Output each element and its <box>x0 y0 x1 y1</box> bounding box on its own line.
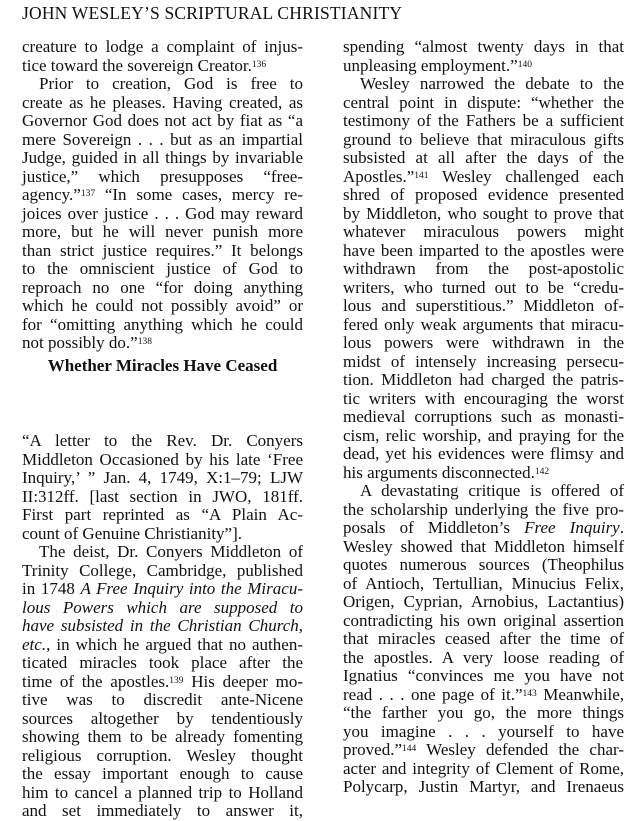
text-line: and set immediately to answer it, <box>22 801 303 820</box>
text-line: Inquiry,’ ” Jan. 4, 1749, X:1–79; LJW <box>22 468 303 487</box>
text-line: his arguments disconnected.$^{142}$ <box>343 462 550 482</box>
text-line: that miracles ceased after the time of <box>343 629 624 648</box>
text-line: quotes numerous sources (Theophilus <box>343 555 624 574</box>
text-line: justice,” which presupposes “free- <box>22 166 303 186</box>
text-line: tive was to discredit ante-Nicene <box>22 690 303 709</box>
text-line: sources altogether by tendentiously <box>22 708 303 728</box>
text-line <box>22 617 303 636</box>
text-line <box>22 599 303 618</box>
text-line: cism, relic worship, and praying for the <box>343 425 624 445</box>
text-line: tic writers with encouraging the worst <box>343 388 624 408</box>
text-line: Wesley showed that Middleton himself <box>343 536 624 556</box>
italic-title: lous Powers which are supposed to <box>22 597 303 617</box>
text-line: acter and integrity of Clement of Rome, <box>343 758 624 778</box>
text-line: Origen, Cyprian, Arnobius, Lactantius) <box>343 592 624 611</box>
text-line: medieval corruptions such as monasti- <box>343 407 624 426</box>
footnote-ref: 144 <box>402 744 417 754</box>
text-line: Trinity College, Cambridge, published <box>22 560 303 580</box>
text-line: shred of proposed evidence presented <box>343 185 624 204</box>
text-line: the essay important enough to cause <box>22 764 303 783</box>
text-line: dead, yet his evidences were flimsy and <box>343 444 624 463</box>
text-line: Apostles.”$^{141}$ Wesley challenged each <box>343 166 624 186</box>
text-line: Governor God does not act by fiat as “a <box>22 111 303 130</box>
text-line: writers, who turned out to be “credu- <box>343 277 624 297</box>
footnote-ref: 138 <box>137 337 152 347</box>
text-line: fered only weak arguments that miracu- <box>343 314 624 334</box>
footnote-ref: 142 <box>534 466 550 477</box>
italic-title: etc. <box>22 634 47 654</box>
text-line: Polycarp, Justin Martyr, and Irenaeus <box>343 777 624 796</box>
italic-title: Free Inquiry <box>524 518 620 537</box>
text-line: ground to believe that miraculous gifts <box>343 129 624 149</box>
text-line: midst of intensely increasing persecu- <box>343 351 624 371</box>
text-line: whatever miraculous powers might <box>343 222 624 241</box>
text-line: religious corruption. Wesley thought <box>22 745 303 765</box>
text-line: in 1748 A Free Inquiry into the Miracu- <box>22 579 303 598</box>
footnote-ref: 136 <box>251 59 267 70</box>
text-line: posals of Middleton’s Free Inquiry. <box>343 518 624 537</box>
text-line: unpleasing employment.”$^{140}$ <box>343 55 532 75</box>
text-line: him to cancel a planned trip to Holland <box>22 782 303 802</box>
footnote-ref: 140 <box>517 59 532 70</box>
text-line: by Middleton, who sought to prove that <box>343 203 624 223</box>
text-line: count of Genuine Christianity”]. <box>22 523 243 543</box>
text-line: joices over justice . . . God may reward <box>22 203 303 223</box>
text-line: First part reprinted as “A Plain Ac- <box>22 505 303 524</box>
text-line: “the farther you go, the more things <box>343 703 624 722</box>
text-line: than strict justice requires.” It belongs <box>22 240 303 260</box>
right-column <box>343 38 624 797</box>
footnote-ref: 141 <box>414 170 429 181</box>
footnote-ref: 143 <box>522 688 537 699</box>
section-heading: Whether Miracles Have Ceased <box>47 356 278 375</box>
text-line: reproach no one “for doing anything <box>22 277 303 297</box>
text-line: central point in dispute: “whether the <box>343 92 624 112</box>
text-line: the scholarship underlying the five pro- <box>343 499 624 519</box>
text-line: etc., in which he argued that no authen- <box>22 634 303 654</box>
text-line: withdrawn from the post-apostolic <box>343 259 624 278</box>
text-line: create as he pleases. Having created, as <box>22 92 303 112</box>
text-line: tice toward the sovereign Creator.$^{136}$ <box>22 55 267 75</box>
text-line: Middleton Occasioned by his late ‘Free <box>22 449 303 469</box>
text-line: lous and superstitious.” Middleton of- <box>343 296 624 315</box>
text-line: spending “almost twenty days in that <box>343 37 624 56</box>
text-line: contradicting his own original assertion <box>343 610 624 630</box>
text-line: you imagine . . . yourself to have <box>343 721 624 741</box>
text-line: for “omitting anything which he could <box>22 314 303 334</box>
text-line: mere Sovereign . . . but as an impartial <box>22 129 303 149</box>
text-line: Ignatius “convinces me you have not <box>343 666 624 685</box>
text-line: have been imparted to the apostles were <box>343 240 624 260</box>
text-line: The deist, Dr. Conyers Middleton of <box>39 542 303 561</box>
text-line: the apostles. A very loose reading of <box>343 647 624 667</box>
text-line: which he could not possibly avoid” or <box>22 296 303 315</box>
text-line: time of the apostles.$^{139}$ His deeper mo- <box>22 671 303 691</box>
text-line: more, but he will never punish more <box>22 222 303 241</box>
footnote-ref: 139 <box>169 675 184 686</box>
italic-title: have subsisted in the Christian Church, <box>22 616 303 635</box>
text-line: testimony of the Fathers be a sufficient <box>343 111 624 130</box>
left-column-bottom <box>22 432 303 821</box>
text-line: creature to lodge a complaint of injus- <box>22 37 303 56</box>
text-line: of Antioch, Tertullian, Minucius Felix, <box>343 573 624 593</box>
text-line: tion. Middleton had charged the patris- <box>343 370 624 389</box>
text-line: showing them to be already fomenting <box>22 727 303 746</box>
text-line: subsisted at all after the days of the <box>343 148 624 167</box>
text-line: not possibly do.”$^{138}$ <box>22 333 152 352</box>
text-line: II:312ff. [last section in JWO, 181ff. <box>22 486 303 506</box>
text-line: agency.”$^{137}$ “In some cases, mercy re- <box>22 185 303 204</box>
italic-title: A Free Inquiry into the Miracu- <box>80 579 303 598</box>
text-line: to the omniscient justice of God to <box>22 259 303 278</box>
text-line: ticated miracles took place after the <box>22 653 303 672</box>
text-line: proved.”$^{144}$ Wesley defended the char- <box>343 740 624 759</box>
running-header: JOHN WESLEY’S SCRIPTURAL CHRISTIANITY <box>22 3 403 23</box>
left-column-top <box>22 38 303 353</box>
text-line: “A letter to the Rev. Dr. Conyers <box>22 431 303 450</box>
text-line: Wesley narrowed the debate to the <box>360 74 624 93</box>
text-line: lous powers were withdrawn in the <box>343 333 624 352</box>
footnote-ref: 137 <box>80 189 96 199</box>
text-line: Prior to creation, God is free to <box>39 74 303 93</box>
text-line: Judge, guided in all things by invariable <box>22 148 303 167</box>
text-line: read . . . one page of it.”$^{143}$ Meanwhile, <box>343 684 624 704</box>
text-line: A devastating critique is offered of <box>360 481 624 500</box>
